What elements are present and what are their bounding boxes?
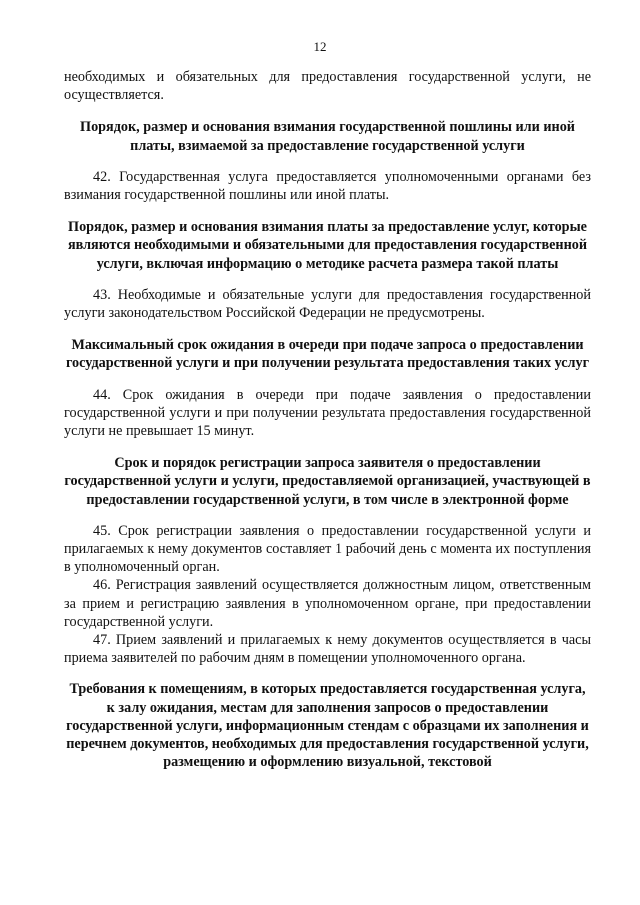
paragraph-continuation: необходимых и обязательных для предоставления государственной услуги, не осуществляется.	[64, 69, 591, 104]
heading-request-registration: Срок и порядок регистрации запроса заявителя о предоставлении государственной услуги и услуги, предоставляемой организацией, участвующей в предоставлении государственной услуги, в том числе в электронной форме	[64, 455, 591, 508]
paragraph-45: 45. Срок регистрации заявления о предоставлении государственной услуги и прилагаемых к нему документов составляет 1 рабочий день с момента их поступления в уполномоченный орган.	[64, 522, 591, 576]
page-number: 12	[313, 39, 327, 54]
paragraph-42: 42. Государственная услуга предоставляется уполномоченными органами без взимания государственной пошлины или иной платы.	[64, 168, 591, 204]
paragraph-47: 47. Прием заявлений и прилагаемых к нему документов осуществляется в часы приема заявителей по рабочим дням в помещении уполномоченного органа.	[64, 632, 591, 667]
heading-fee-for-services: Порядок, размер и основания взимания платы за предоставление услуг, которые являются необходимыми и обязательными для предоставления государственной услуги, включая информацию о методике расчета размера такой платы	[67, 219, 588, 272]
heading-premises-requirements: Требования к помещениям, в которых предоставляется государственная услуга, к залу ожидания, местам для заполнения запросов о предоставлении государственной услуги, информационным стендам с образцами их заполнения и перечнем документов, необходимых для предоставления государственной услуги, размещению и оформлению визуальной, текстовой	[66, 681, 589, 771]
heading-queue-waiting-time: Максимальный срок ожидания в очереди при подаче запроса о предоставлении государственной услуги и при получении результата предоставления таких услуг	[65, 337, 590, 372]
document-body	[64, 68, 591, 772]
heading-state-duty: Порядок, размер и основания взимания государственной пошлины или иной платы, взимаемой за предоставление государственной услуги	[80, 119, 575, 154]
paragraph-43: 43. Необходимые и обязательные услуги для предоставления государственной услуги законодательством Российской Федерации не предусмотрены.	[64, 286, 591, 322]
paragraph-44: 44. Срок ожидания в очереди при подаче заявления о предоставлении государственной услуги и при получении результата предоставления государственной услуги не превышает 15 минут.	[64, 386, 591, 440]
paragraph-46: 46. Регистрация заявлений осуществляется должностным лицом, ответственным за прием и регистрацию заявления в уполномоченном органе, при предоставлении государственной услуги.	[64, 577, 591, 630]
